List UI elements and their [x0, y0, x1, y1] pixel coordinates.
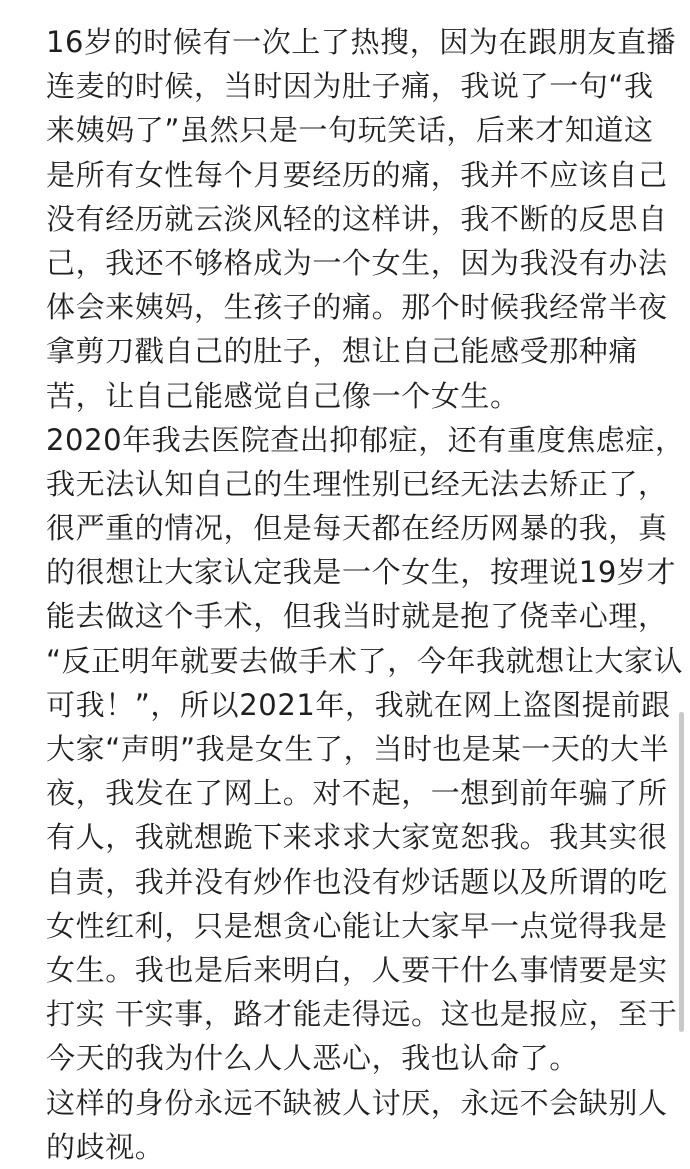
- text-line: 苦，让自己能感觉自己像一个女生。: [46, 378, 520, 413]
- text-line: 打实 干实事，路才能走得远。这也是报应，至于: [46, 997, 678, 1032]
- text-line: 自责，我并没有炒作也没有炒话题以及所谓的吃: [46, 864, 668, 899]
- text-line: 能去做这个手术，但我当时就是抱了侥幸心理，: [46, 599, 668, 634]
- text-line: 今天的我为什么人人恶心，我也认命了。: [46, 1041, 579, 1076]
- text-line: 有人，我就想跪下来求求大家宽恕我。我其实很: [46, 820, 668, 855]
- text-line: 2020年我去医院查出抑郁症，还有重度焦虑症，: [46, 422, 685, 457]
- text-line: 的很想让大家认定我是一个女生，按理说19岁才: [46, 555, 677, 590]
- text-line: 体会来姨妈，生孩子的痛。那个时候我经常半夜: [46, 290, 668, 325]
- text-line: 女生。我也是后来明白，人要干什么事情要是实: [46, 952, 668, 987]
- text-line: 己，我还不够格成为一个女生，因为我没有办法: [46, 245, 668, 280]
- text-line: 夜，我发在了网上。对不起，一想到前年骗了所: [46, 776, 668, 811]
- text-line: 可我！”，所以2021年，我就在网上盗图提前跟: [46, 687, 671, 722]
- text-line: 的歧视。: [46, 1129, 165, 1164]
- text-line: 是所有女性每个月要经历的痛，我并不应该自己: [46, 157, 668, 192]
- text-line: 16岁的时候有一次上了热搜，因为在跟朋友直播: [46, 25, 677, 59]
- text-line: “反正明年就要去做手术了，今年我就想让大家认: [46, 643, 684, 678]
- text-line: 很严重的情况，但是每天都在经历网暴的我，真: [46, 511, 668, 546]
- text-line: 连麦的时候，当时因为肚子痛，我说了一句“我: [46, 69, 654, 104]
- text-line: 这样的身份永远不缺被人讨厌，永远不会缺别人: [46, 1085, 668, 1120]
- text-line: 我无法认知自己的生理性别已经无法去矫正了，: [46, 466, 668, 501]
- document-text: [46, 20, 685, 1169]
- text-line: 没有经历就云淡风轻的这样讲，我不断的反思自: [46, 201, 668, 236]
- vertical-scrollbar[interactable]: [679, 712, 684, 1032]
- text-line: 大家“声明”我是女生了，当时也是某一天的大半: [46, 732, 670, 766]
- text-line: 来姨妈了”虽然只是一句玩笑话，后来才知道这: [46, 113, 654, 148]
- text-line: 拿剪刀戳自己的肚子，想让自己能感受那种痛: [46, 334, 639, 369]
- text-line: 女性红利，只是想贪心能让大家早一点觉得我是: [46, 908, 668, 943]
